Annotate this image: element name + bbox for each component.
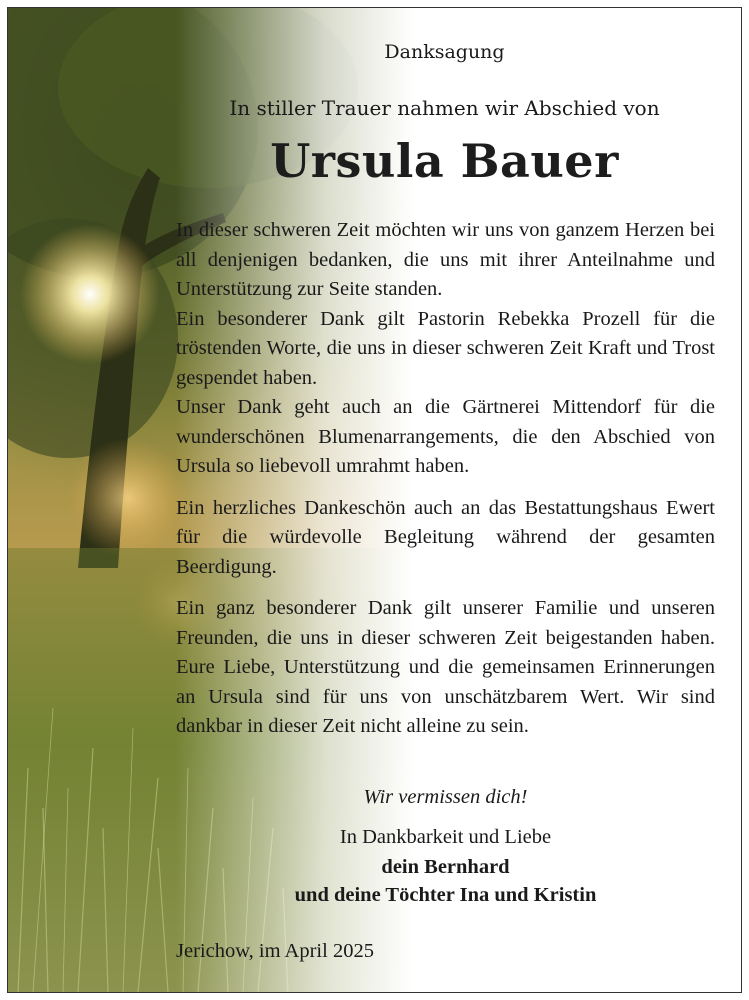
deceased-name: Ursula Bauer	[270, 134, 619, 188]
signature-line-1: dein Bernhard	[381, 856, 510, 878]
closing-miss: Wir vermissen dich!	[363, 786, 528, 808]
body-paragraph: Ein ganz besonderer Dank gilt unserer Familie und unseren Freunden, die uns in dieser schweren Zeit beigestanden haben. Eure Liebe, Unterstützung und die gemeinsamen Erinnerungen an Ursula sind für uns von unschätzbarem Wert. Wir sind dankbar in dieser Zeit nicht alleine zu sein.	[176, 597, 715, 737]
notice-intro: In stiller Trauer nahmen wir Abschied von	[229, 96, 660, 120]
body-paragraph: In dieser schweren Zeit möchten wir uns von ganzem Herzen bei all denjenigen bedanken, die uns mit ihrer Anteilnahme und Unterstützung zur Seite standen.	[176, 219, 715, 300]
signature-line-2: und deine Töchter Ina und Kristin	[294, 884, 597, 906]
notice-header: Danksagung	[384, 41, 505, 63]
body-paragraph: Ein besonderer Dank gilt Pastorin Rebekka Prozell für die tröstenden Worte, die uns in dieser schweren Zeit Kraft und Trost gespendet haben.	[176, 307, 715, 389]
notice-body	[176, 216, 715, 742]
body-paragraph: Ein herzliches Dankeschön auch an das Bestattungshaus Ewert für die würdevolle Begleitung während der gesamten Beerdigung.	[176, 496, 715, 578]
body-paragraph: Unser Dank geht auch an die Gärtnerei Mittendorf für die wunderschönen Blumenarrangements, die den Abschied von Ursula so liebevoll umrahmt haben.	[176, 396, 715, 477]
place-date: Jerichow, im April 2025	[176, 940, 374, 962]
notice-content	[8, 8, 741, 992]
closing-thanks: In Dankbarkeit und Liebe	[339, 826, 552, 848]
obituary-card	[7, 7, 742, 993]
